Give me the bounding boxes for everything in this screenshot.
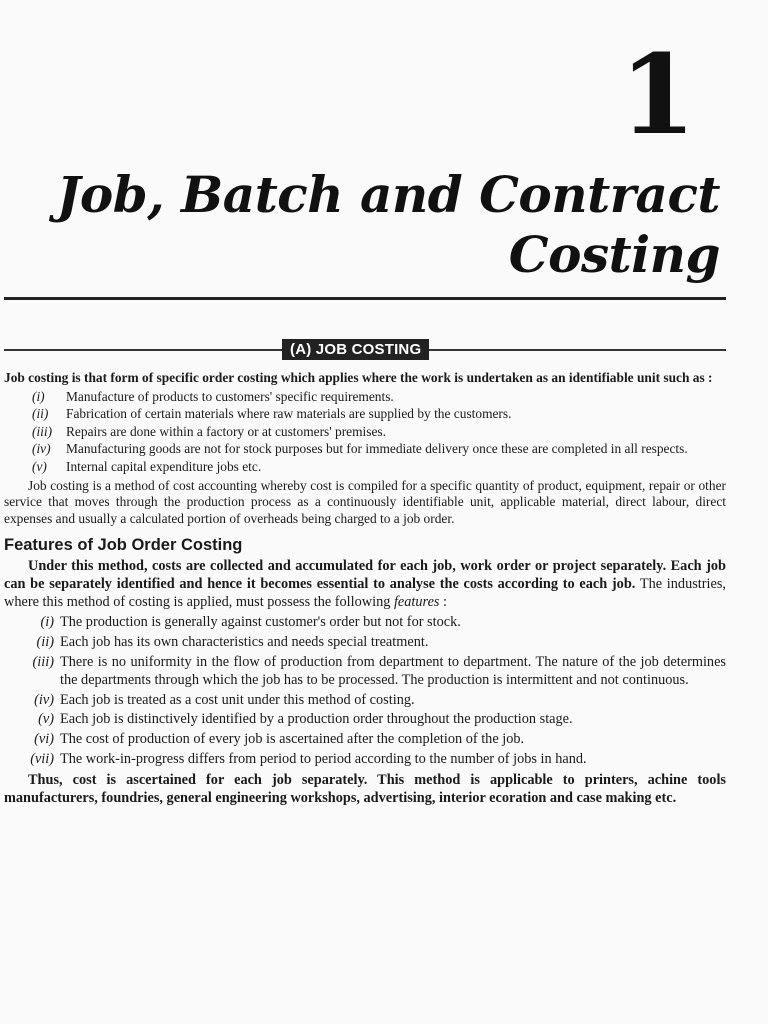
chapter-title: [57, 165, 720, 285]
list-item: (ii) Fabrication of certain materials where raw materials are supplied by the customers.: [32, 406, 512, 422]
list-item: (v) Internal capital expenditure jobs etc.: [32, 458, 262, 474]
list-item: (i) The production is generally against customer's order but not for stock.: [40, 614, 461, 631]
features-intro: Under this method, costs are collected and accumulated for each job, work order or project separately. Each job can be separately identified and hence it becomes essential to analyse the costs according to each job. The industries, where this method of costing is applied, must possess the following features :: [4, 557, 726, 610]
chapter-number: 1: [619, 30, 696, 159]
list-item: (iii) Repairs are done within a factory or at customers' premises.: [32, 423, 386, 439]
features-list: [4, 614, 726, 768]
title-divider: [4, 297, 726, 300]
list-item: (ii) Each job has its own characteristics and needs special treatment.: [36, 634, 429, 651]
section-heading-badge: (A) JOB COSTING: [282, 339, 429, 360]
list-item: (iv) Manufacturing goods are not for stock purposes but for immediate delivery once these are completed in all respects.: [32, 441, 688, 457]
page-body: [4, 370, 726, 807]
list-item: (vii) The work-in-progress differs from period to period according to the number of jobs in hand.: [30, 750, 587, 767]
list-item: (v) Each job is distinctively identified by a production order throughout the production stage.: [38, 711, 573, 728]
list-item: (iii) There is no uniformity in the flow of production from department to department. The nature of the job determines the departments through which the job has to be processed. The production is intermittent and not continuous.: [32, 653, 726, 688]
features-closing: Thus, cost is ascertained for each job separately. This method is applicable to printers, achine tools manufacturers, foundries, general engineering workshops, advertising, interior ecoration and case making etc.: [4, 771, 726, 806]
job-costing-examples-list: [4, 389, 726, 476]
list-item: (i) Manufacture of products to customers' specific requirements.: [32, 388, 394, 404]
job-costing-paragraph: Job costing is a method of cost accounting whereby cost is compiled for a specific quantity of product, equipment, repair or other service that moves through the production process as a continuously identifiable unit, applicable material, direct labour, direct expenses and usually a calculated portion of overheads being charged to a job order.: [4, 477, 726, 526]
chapter-title-line-2: Costing: [508, 225, 720, 284]
chapter-title-line-1: Job, Batch and Contract: [56, 165, 720, 224]
features-heading: Features of Job Order Costing: [4, 536, 243, 555]
list-item: (vi) The cost of production of every job is ascertained after the completion of the job.: [34, 731, 525, 748]
job-costing-definition: Job costing is that form of specific order costing which applies where the work is undertaken as an identifiable unit such as :: [4, 370, 713, 385]
list-item: (iv) Each job is treated as a cost unit under this method of costing.: [34, 691, 415, 708]
